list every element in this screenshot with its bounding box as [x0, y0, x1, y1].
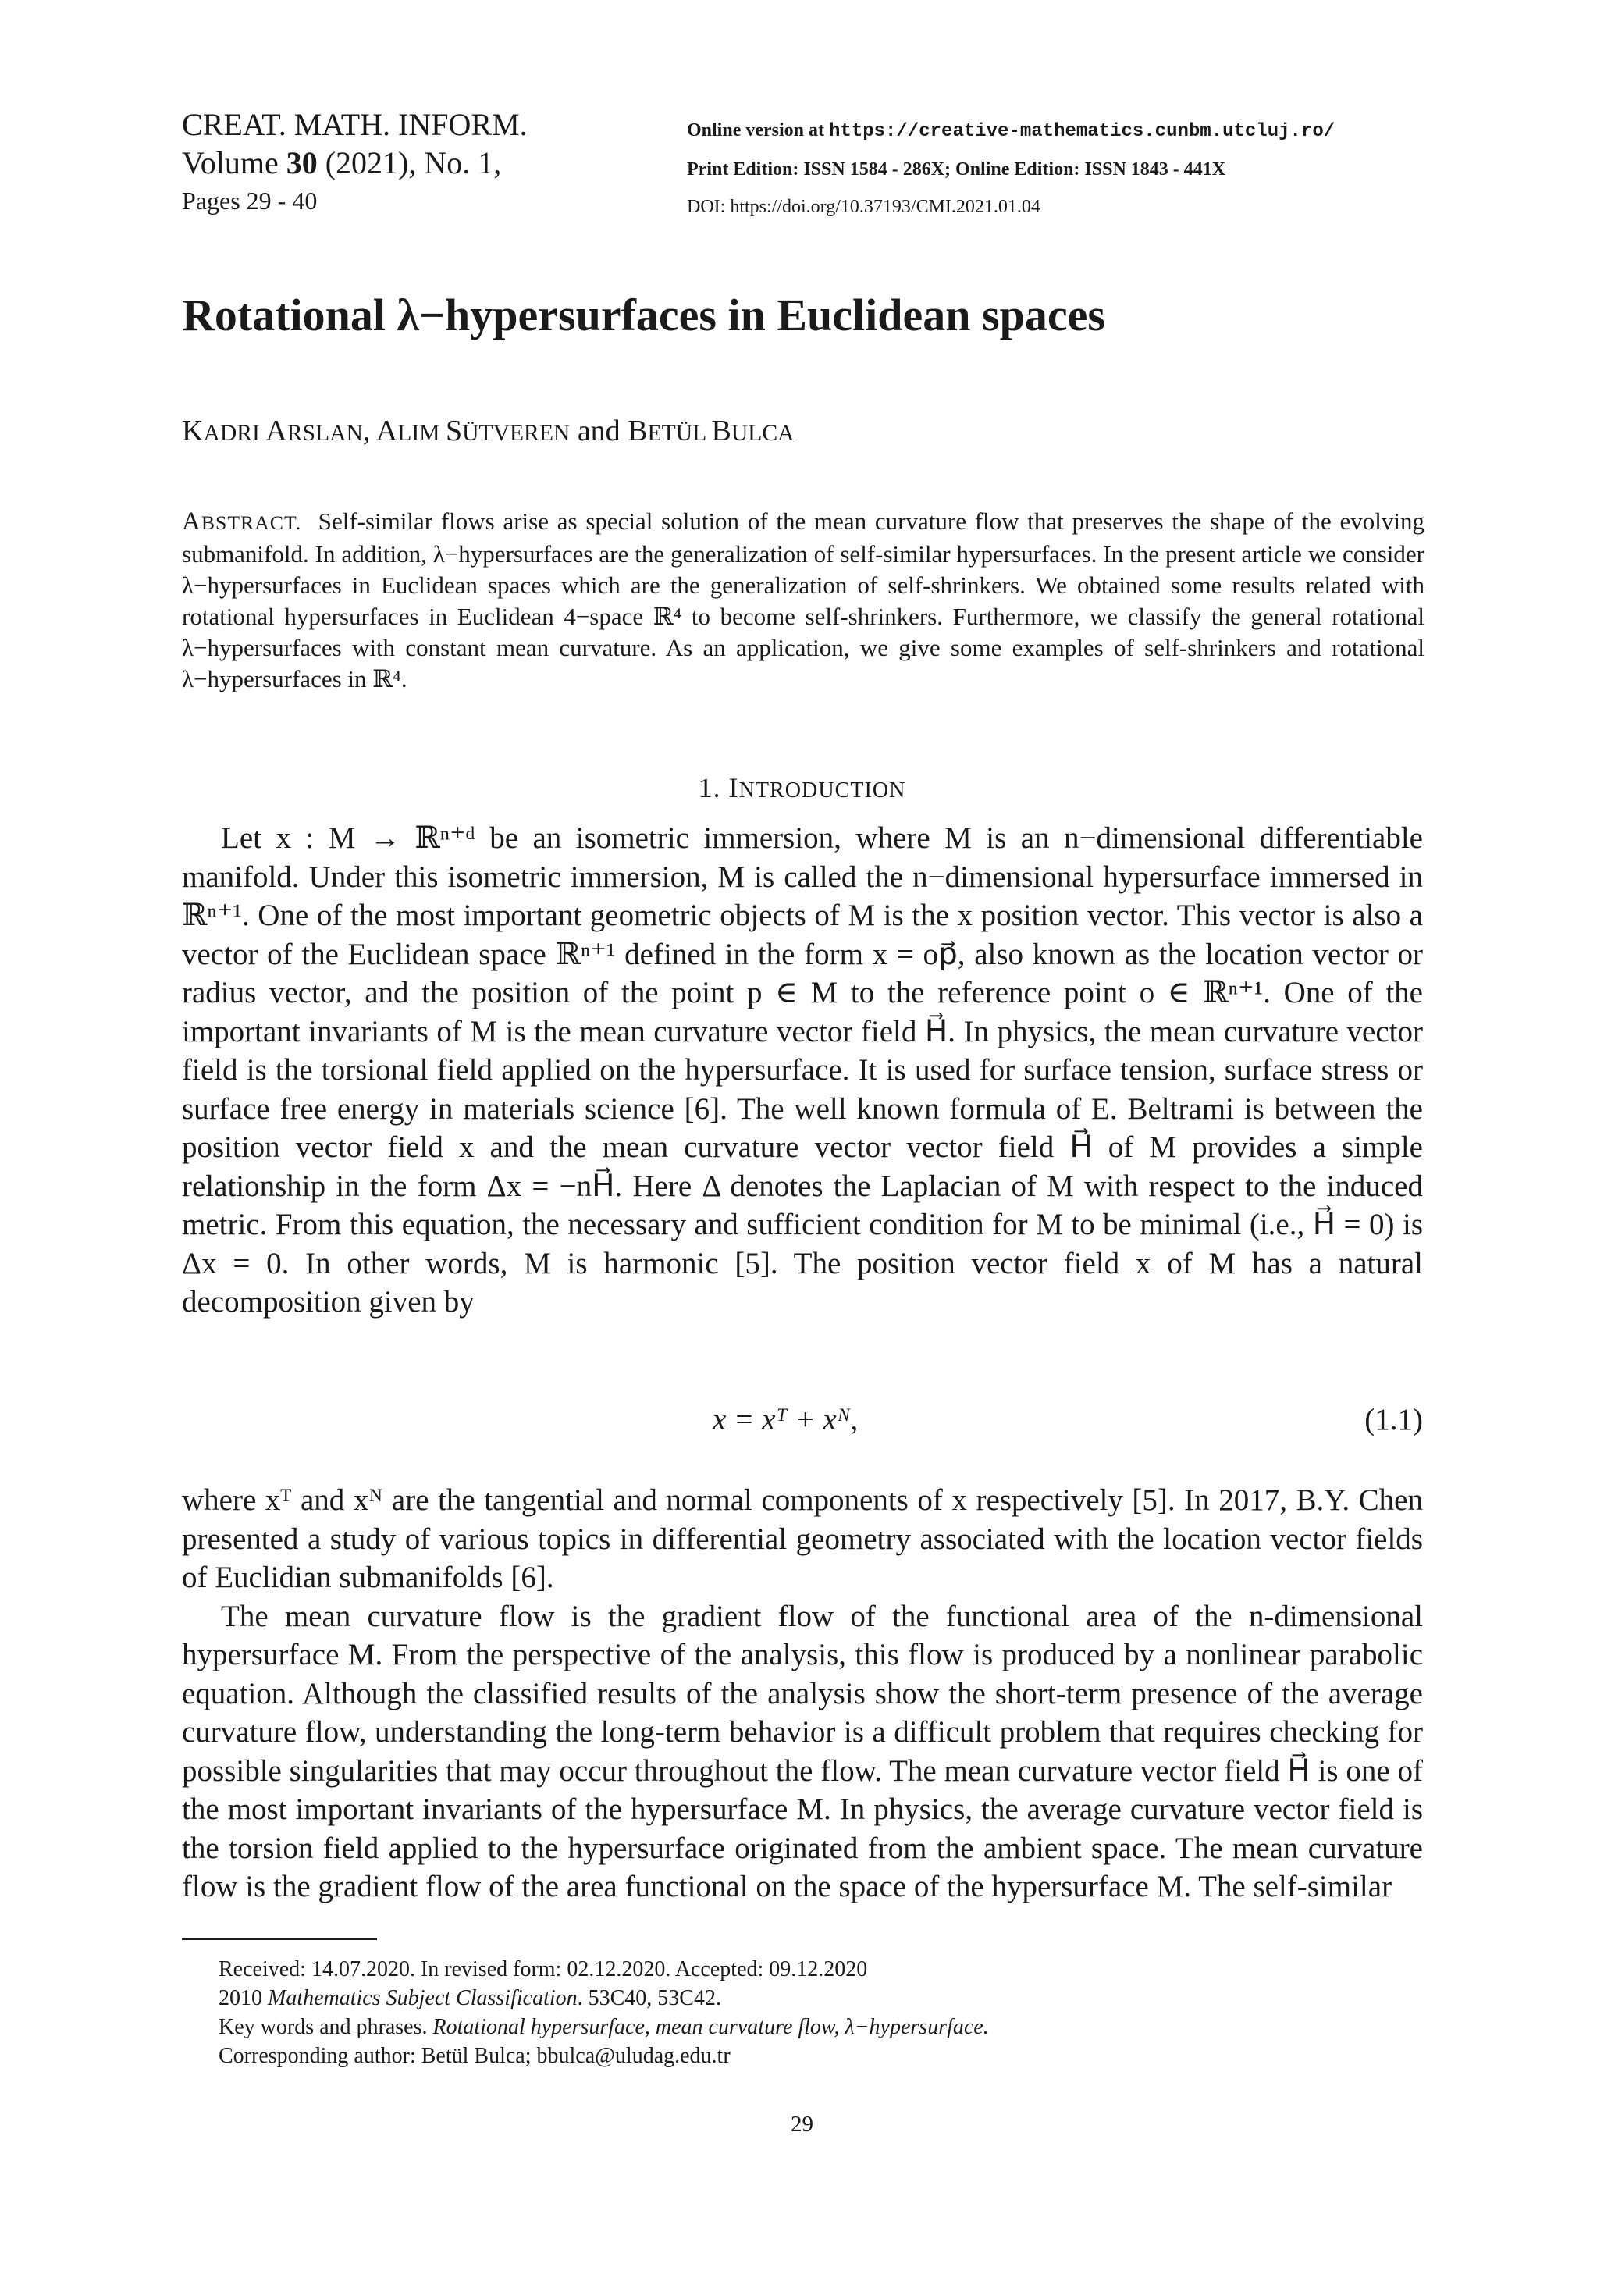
print-edition: Print Edition: ISSN 1584 - 286X; Online Edition: ISSN 1843 - 441X	[687, 159, 1226, 180]
paragraph-1: Let x : M → ℝⁿ⁺ᵈ be an isometric immersion, where M is an n−dimensional differentiable manifold. Under this isometric immersion, M is called the n−dimensional hypersurface immersed in ℝⁿ⁺¹. One of the most important geometric objects of M is the x position vector. This vector is also a vector of the Euclidean space ℝⁿ⁺¹ defined in the form x = op⃗, also known as the location vector or radius vector, and the position of the point p ∈ M to the reference point o ∈ ℝⁿ⁺¹. One of the important invariants of M is the mean curvature vector field H⃗. In physics, the mean curvature vector field is the torsional field applied on the hypersurface. It is used for surface tension, surface stress or surface free energy in materials science [6]. The well known formula of E. Beltrami is between the position vector field x and the mean curvature vector vector field H⃗ of M provides a simple relationship in the form Δx = −nH⃗. Here Δ denotes the Laplacian of M with respect to the induced metric. From this equation, the necessary and sufficient condition for M to be minimal (i.e., H⃗ = 0) is Δx = 0. In other words, M is harmonic [5]. The position vector field x of M has a natural decomposition given by	[182, 821, 1423, 1319]
online-url[interactable]: https://creative-mathematics.cunbm.utcluj.ro/	[829, 121, 1335, 142]
footnote-keywords: Key words and phrases. Rotational hypersurface, mean curvature flow, λ−hypersurface.	[219, 2015, 989, 2039]
author-list: KADRI ARSLAN, ALIM SÜTVEREN and BETÜL BULCA	[182, 415, 795, 447]
equation-number: (1.1)	[1364, 1403, 1423, 1436]
equation-1-1	[182, 1402, 1423, 1441]
abstract	[182, 506, 1424, 695]
paragraph-2: The mean curvature flow is the gradient flow of the functional area of the n-dimensional hypersurface M. From the perspective of the analysis, this flow is produced by a nonlinear parabolic equation. Although the classified results of the analysis show the short-term presence of the average curvature flow, understanding the long-term behavior is a difficult problem that requires checking for possible singularities that may occur throughout the flow. The mean curvature vector field H⃗ is one of the most important invariants of the hypersurface M. In physics, the average curvature vector field is the torsion field applied to the hypersurface originated from the ambient space. The mean curvature flow is the gradient flow of the area functional on the space of the hypersurface M. The self-similar	[182, 1599, 1423, 1903]
volume-number: 30	[286, 145, 318, 180]
journal-pages: Pages 29 - 40	[182, 187, 318, 215]
footnote-msc: 2010 Mathematics Subject Classification. 53C40, 53C42.	[219, 1986, 721, 2010]
abstract-text: Self-similar flows arise as special solution of the mean curvature flow that preserves the shape of the evolving submanifold. In addition, λ−hypersurfaces are the generalization of self-similar hypersurfaces. In the present article we consider λ−hypersurfaces in Euclidean spaces which are the generalization of self-shrinkers. We obtained some results related with rotational hypersurfaces in Euclidean 4−space ℝ⁴ to become self-shrinkers. Furthermore, we classify the general rotational λ−hypersurfaces with constant mean curvature. As an application, we give some examples of self-shrinkers and rotational λ−hypersurfaces in ℝ⁴.	[182, 507, 1424, 692]
online-version: Online version at https://creative-mathematics.cunbm.utcluj.ro/	[687, 120, 1335, 142]
footnote-corresponding: Corresponding author: Betül Bulca; bbulca@uludag.edu.tr	[219, 2044, 731, 2068]
page-number: 29	[791, 2112, 813, 2137]
paragraph-after-equation	[182, 1481, 1423, 1906]
journal-volume: Volume 30 (2021), No. 1,	[182, 145, 502, 180]
abstract-heading: ABSTRACT.	[182, 507, 302, 536]
section-heading: 1. INTRODUCTION	[698, 772, 906, 803]
footnote-received: Received: 14.07.2020. In revised form: 02.12.2020. Accepted: 09.12.2020	[219, 1957, 868, 1981]
journal-info	[687, 112, 1335, 226]
footnote-rule	[182, 1938, 377, 1940]
paper-title: Rotational λ−hypersurfaces in Euclidean spaces	[182, 290, 1105, 340]
journal-header	[182, 105, 528, 220]
after-equation-text: where xᵀ and xᴺ are the tangential and normal components of x respectively [5]. In 2017, B.Y. Chen presented a study of various topics in differential geometry associated with the location vector fields of Euclidian submanifolds [6].	[182, 1483, 1423, 1594]
doi-link[interactable]: DOI: https://doi.org/10.37193/CMI.2021.01.04	[687, 197, 1040, 217]
equation-formula: x = xᵀ + xᴺ,	[713, 1403, 859, 1436]
journal-name: CREAT. MATH. INFORM.	[182, 107, 528, 142]
